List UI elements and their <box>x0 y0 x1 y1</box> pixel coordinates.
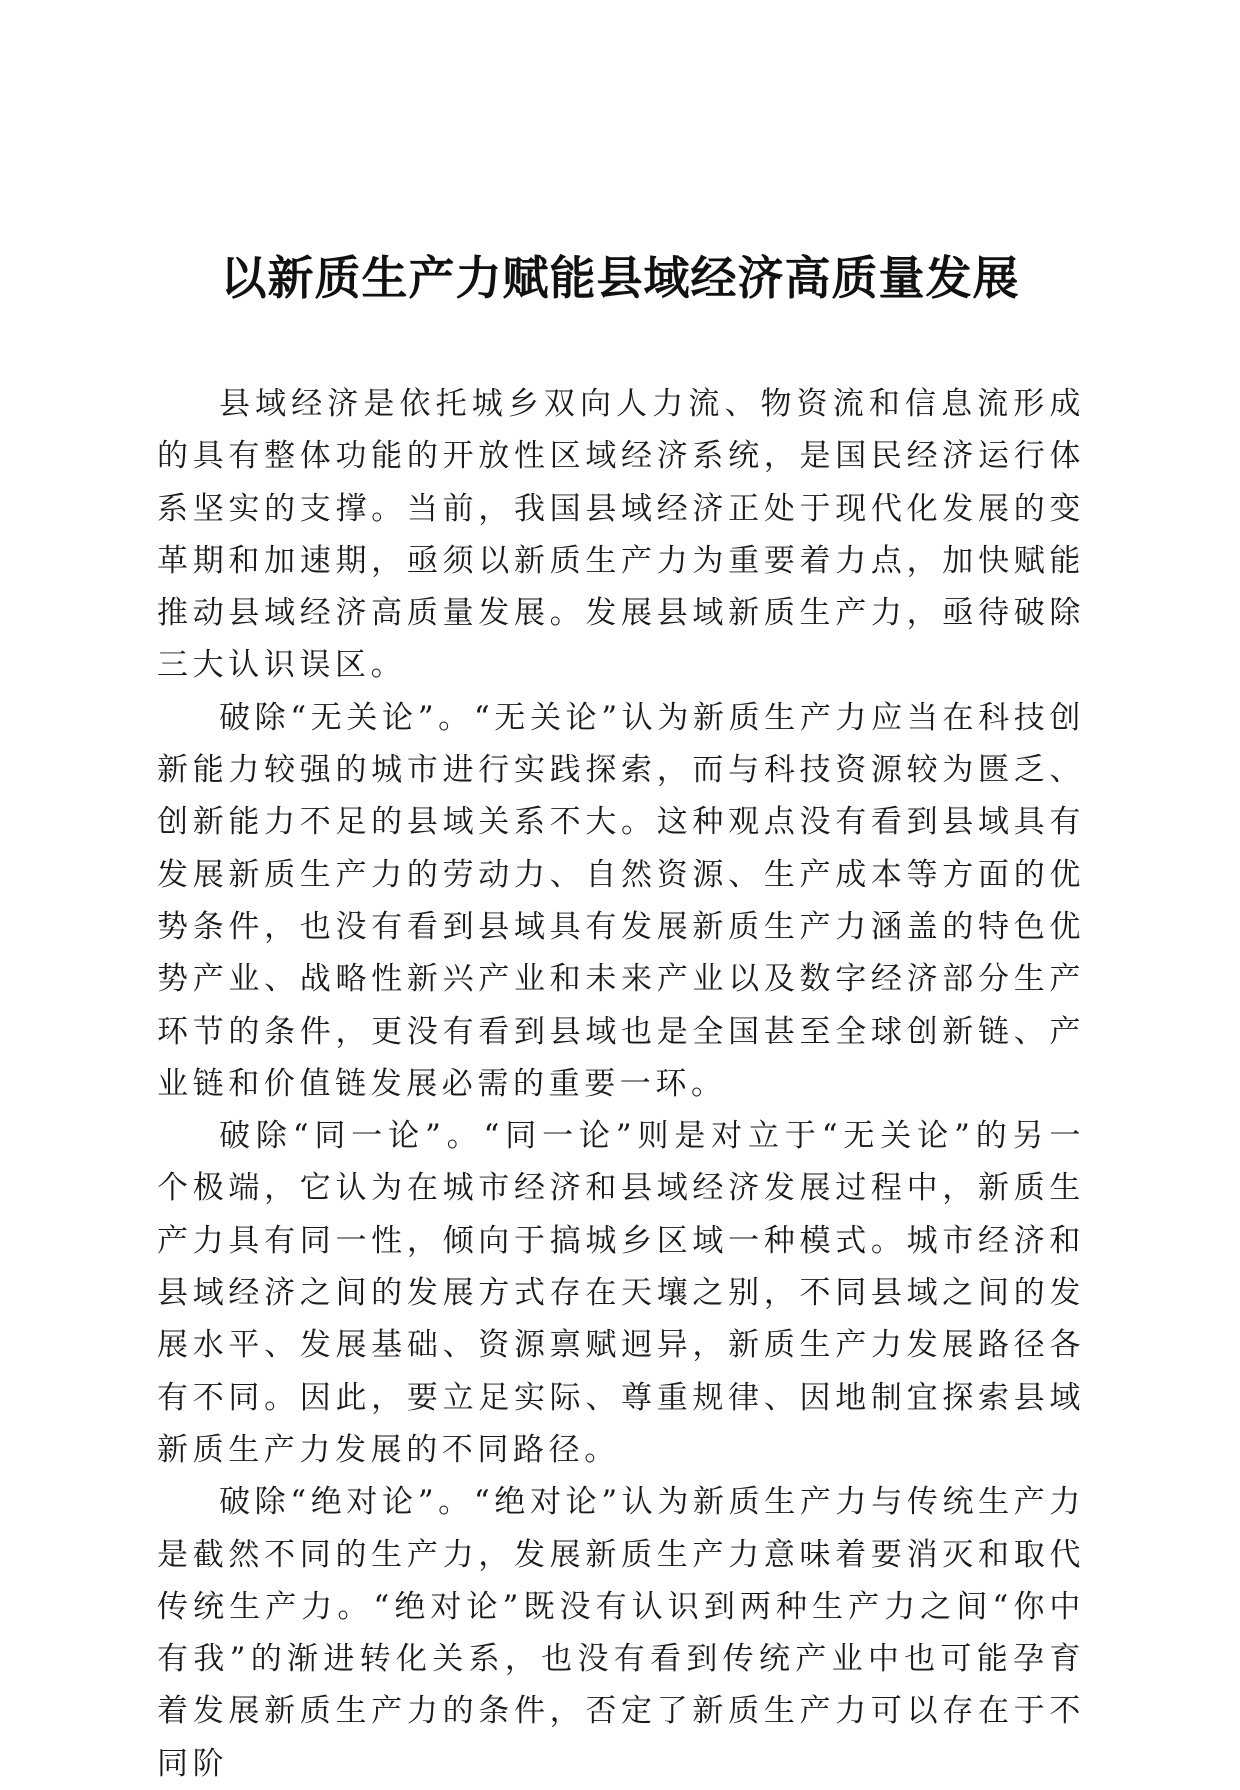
paragraph-wuguanlun: 破除“无关论”。“无关论”认为新质生产力应当在科技创新能力较强的城市进行实践探索，而与科技资源较为匮乏、创新能力不足的县域关系不大。这种观点没有看到县域具有发展新质生产力的劳动力、自然资源、生产成本等方面的优势条件，也没有看到县域具有发展新质生产力涵盖的特色优势产业、战略性新兴产业和未来产业以及数字经济部分生产环节的条件，更没有看到县域也是全国甚至全球创新链、产业链和价值链发展必需的重要一环。 <box>157 699 1085 1102</box>
document-title: 以新质生产力赋能县域经济高质量发展 <box>220 251 1020 305</box>
document-body <box>157 378 1085 1790</box>
paragraph-jueduilun: 破除“绝对论”。“绝对论”认为新质生产力与传统生产力是截然不同的生产力，发展新质生产力意味着要消灭和取代传统生产力。“绝对论”既没有认识到两种生产力之间“你中有我”的渐进转化关系，也没有看到传统产业中也可能孕育着发展新质生产力的条件，否定了新质生产力可以存在于不同阶 <box>157 1484 1085 1782</box>
paragraph-intro: 县域经济是依托城乡双向人力流、物资流和信息流形成的具有整体功能的开放性区域经济系统，是国民经济运行体系坚实的支撑。当前，我国县域经济正处于现代化发展的变革期和加速期，亟须以新质生产力为重要着力点，加快赋能推动县域经济高质量发展。发展县域新质生产力，亟待破除三大认识误区。 <box>157 386 1085 684</box>
paragraph-tongyilun: 破除“同一论”。“同一论”则是对立于“无关论”的另一个极端，它认为在城市经济和县域经济发展过程中，新质生产力具有同一性，倾向于搞城乡区域一种模式。城市经济和县域经济之间的发展方式存在天壤之别，不同县域之间的发展水平、发展基础、资源禀赋迥异，新质生产力发展路径各有不同。因此，要立足实际、尊重规律、因地制宜探索县域新质生产力发展的不同路径。 <box>157 1118 1085 1468</box>
